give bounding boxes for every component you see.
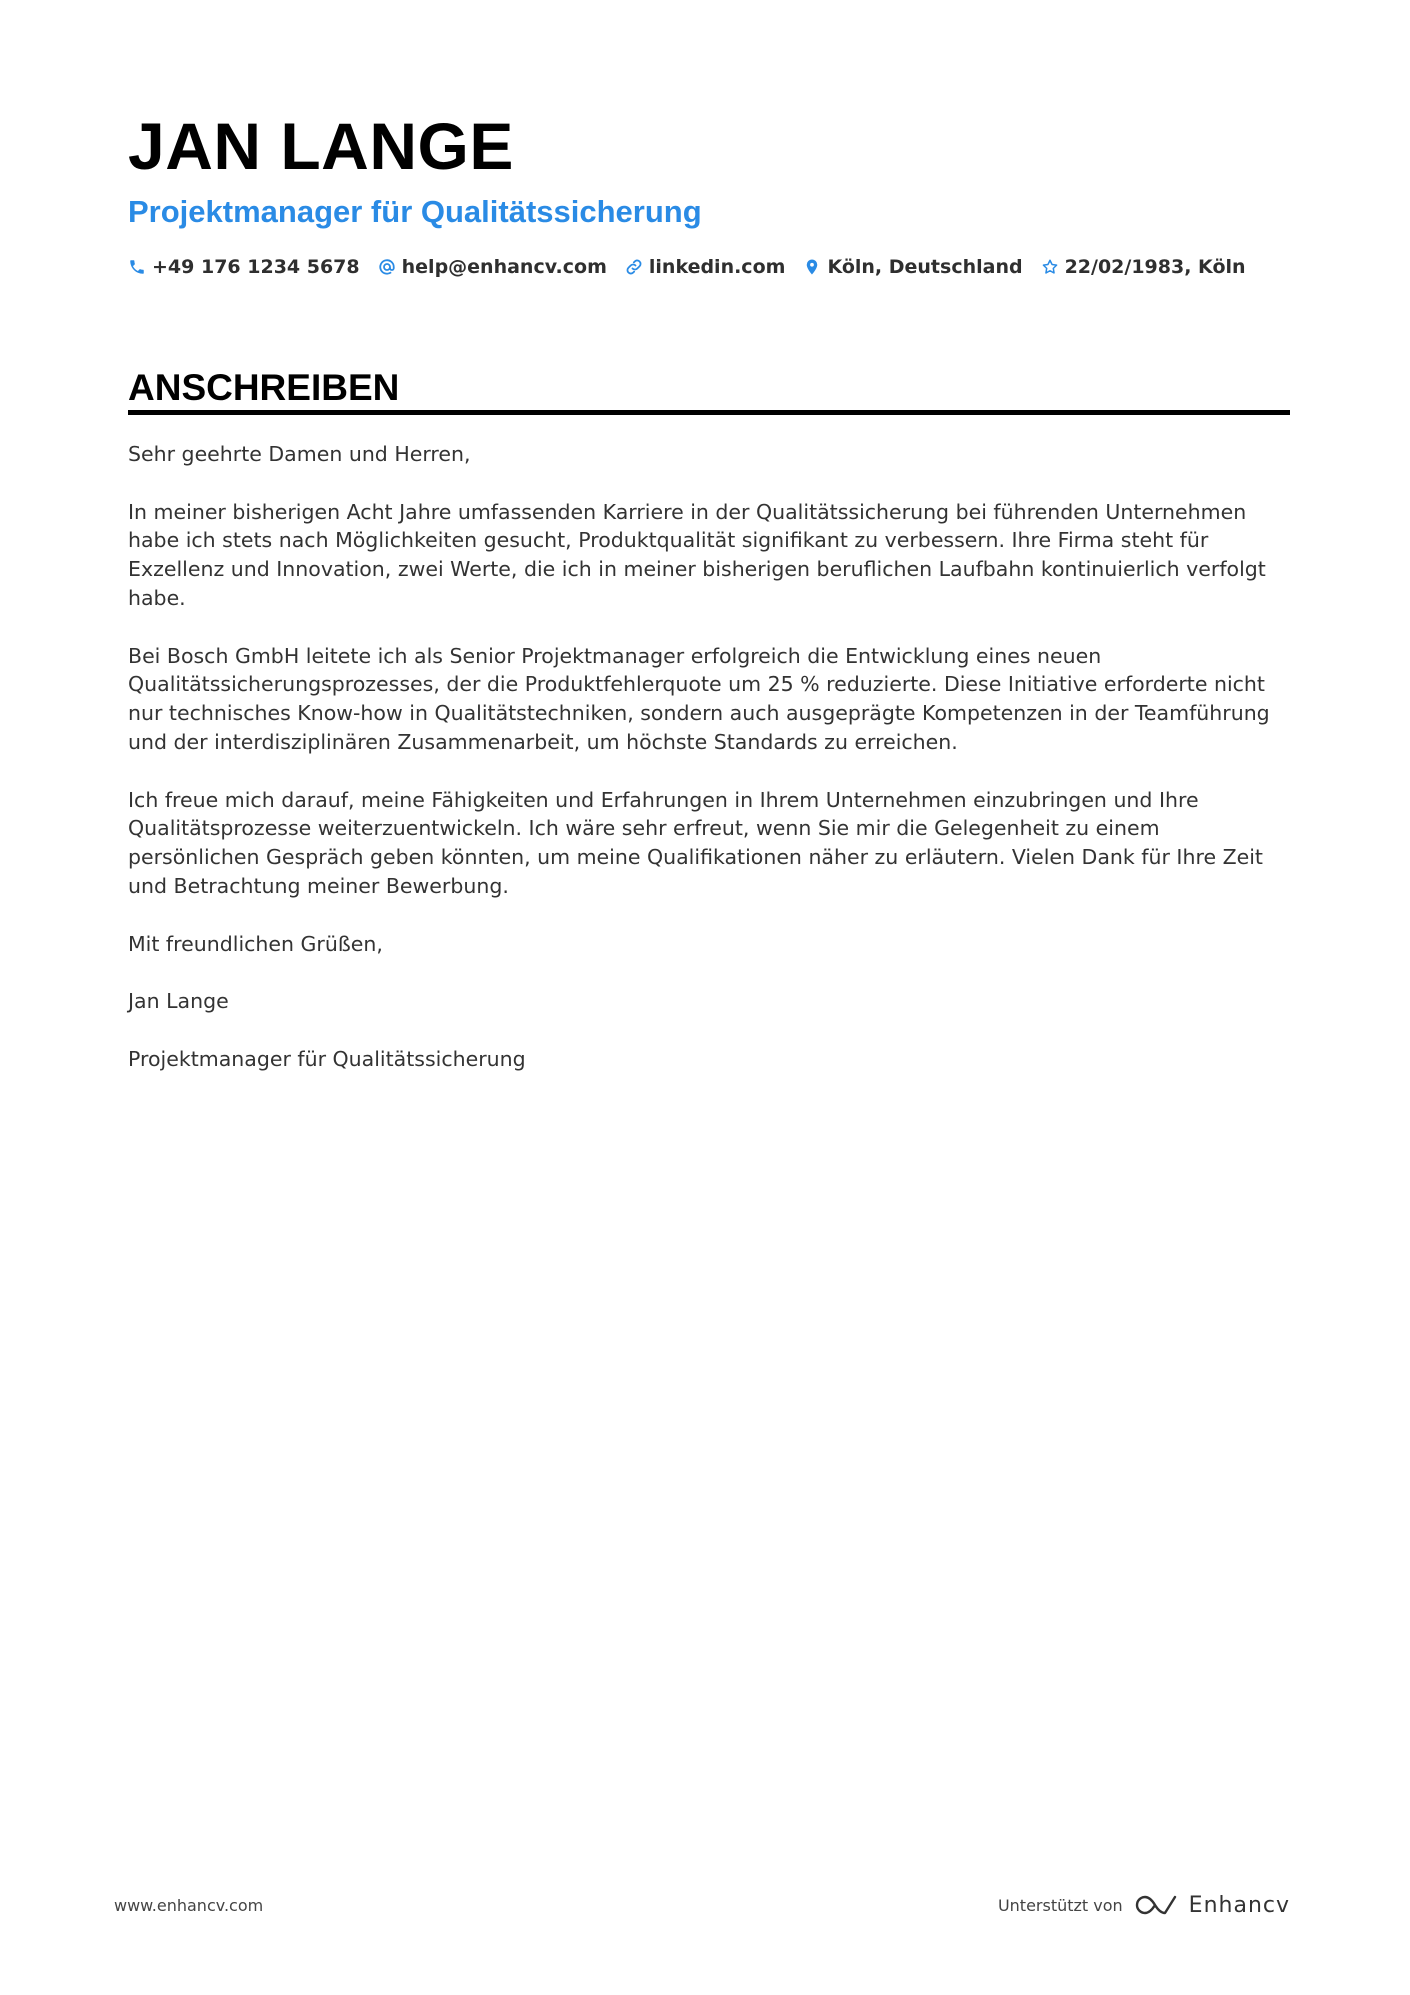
contact-bar <box>128 252 1264 282</box>
location-pin-icon <box>803 258 821 276</box>
contact-phone-text: +49 176 1234 5678 <box>152 256 360 278</box>
letter-paragraph: In meiner bisherigen Acht Jahre umfassenden Karriere in der Qualitätssicherung bei führenden Unternehmen habe ich stets nach Möglichkeiten gesucht, Produktqualität signifikant zu verbessern. Ihre Firma steht für Exzellenz und Innovation, zwei Werte, die ich in meiner bisherigen beruflichen Laufbahn kontinuierlich verfolgt habe. <box>128 499 1266 610</box>
section-title: ANSCHREIBEN <box>128 367 400 408</box>
contact-location <box>803 256 1022 278</box>
contact-birth <box>1041 256 1246 278</box>
contact-phone <box>128 256 360 278</box>
star-icon <box>1041 258 1059 276</box>
contact-linkedin[interactable] <box>625 256 786 278</box>
letter-paragraph: Ich freue mich darauf, meine Fähigkeiten und Erfahrungen in Ihrem Unternehmen einzubringen und Ihre Qualitätsprozesse weiterzuentwickeln. Ich wäre sehr erfreut, wenn Sie mir die Gelegenheit zu einem persönlichen Gespräch geben könnten, um meine Qualifikationen näher zu erläutern. Vielen Dank für Ihre Zeit und Betrachtung meiner Bewerbung. <box>128 787 1263 898</box>
letter-closing: Mit freundlichen Grüßen, <box>128 931 383 956</box>
at-icon <box>378 258 396 276</box>
letter-body <box>128 440 1278 1102</box>
signature-title: Projektmanager für Qualitätssicherung <box>128 1046 526 1071</box>
letter-salutation: Sehr geehrte Damen und Herren, <box>128 442 471 466</box>
contact-email[interactable] <box>378 256 607 278</box>
letter-paragraph: Bei Bosch GmbH leitete ich als Senior Projektmanager erfolgreich die Entwicklung eines neuen Qualitätssicherungsprozesses, der die Produktfehlerquote um 25 % reduzierte. Diese Initiative erforderte nicht nur technisches Know-how in Qualitätstechniken, sondern auch ausgeprägte Kompetenzen in der Teamführung und der interdisziplinären Zusammenarbeit, um höchste Standards zu erreichen. <box>128 643 1270 754</box>
contact-linkedin-text[interactable]: linkedin.com <box>648 256 786 278</box>
powered-by-label: Unterstützt von <box>997 1895 1123 1915</box>
enhancv-logo-icon <box>1135 1892 1181 1918</box>
contact-email-text[interactable]: help@enhancv.com <box>401 256 607 278</box>
signature-name: Jan Lange <box>128 989 229 1014</box>
enhancv-brand-name: Enhancv <box>1188 1892 1290 1918</box>
footer-website[interactable]: www.enhancv.com <box>114 1896 264 1915</box>
job-title: Projektmanager für Qualitätssicherung <box>128 194 702 229</box>
contact-location-text: Köln, Deutschland <box>827 256 1023 278</box>
phone-icon <box>128 258 146 276</box>
applicant-name: JAN LANGE <box>128 109 514 183</box>
contact-birth-text: 22/02/1983, Köln <box>1064 256 1246 278</box>
link-icon <box>625 258 643 276</box>
footer-branding[interactable] <box>998 1885 1290 1925</box>
section-divider <box>128 410 1290 415</box>
